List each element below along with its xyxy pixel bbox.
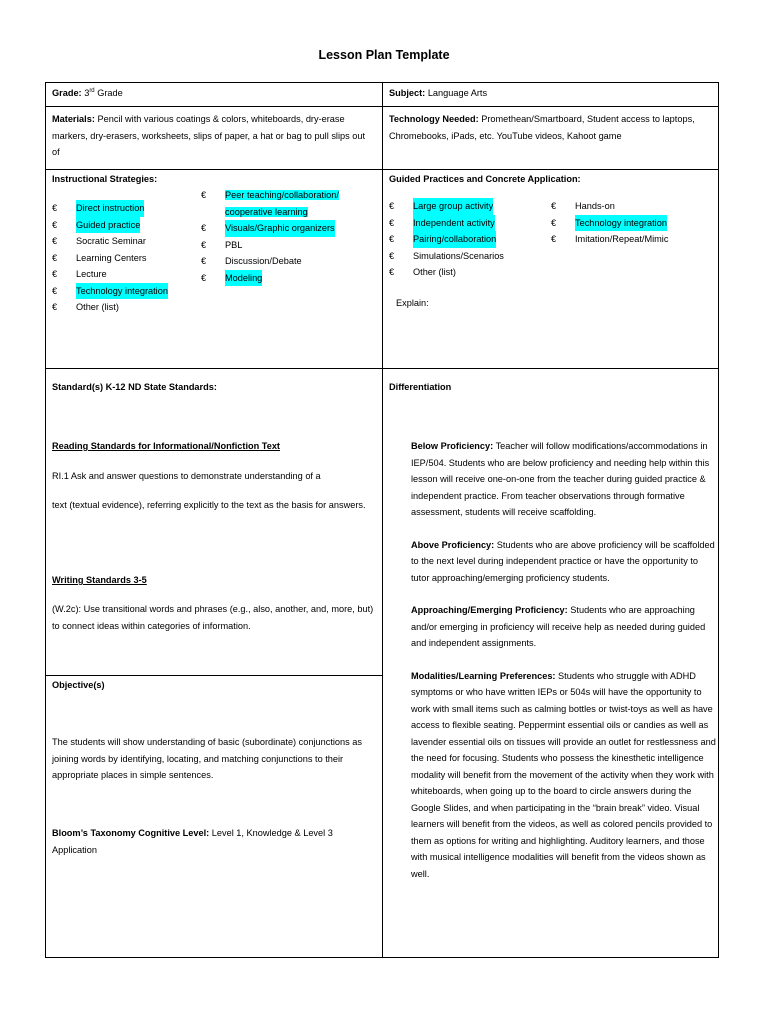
bloom-label: Bloom’s Taxonomy Cognitive Level:: [52, 828, 210, 838]
list-item: [52, 250, 202, 267]
list-item: [551, 215, 716, 232]
list-item: [201, 220, 381, 237]
grade-number: 3: [84, 88, 90, 98]
practice-other: Other (list): [413, 267, 456, 277]
bloom-value: Level 1, Knowledge & Level 3 Application: [52, 828, 333, 855]
above-proficiency-text: Students who are above proficiency will be scaffolded to the next level during independent practice or have the opportunity to tutor approaching/emerging proficiency students.: [411, 539, 715, 583]
list-item: [201, 270, 381, 287]
column-divider: [382, 83, 383, 957]
bullet-icon: €: [389, 201, 395, 211]
bullet-icon: €: [551, 217, 557, 228]
bullet-icon: €: [52, 285, 58, 296]
instructional-strategies-label: Instructional Strategies:: [52, 174, 158, 184]
ri1-line1: RI.1 Ask and answer questions to demonstrate understanding of a: [52, 471, 321, 481]
reading-standards-heading: Reading Standards for Informational/Nonfiction Text: [52, 441, 280, 451]
guided-list-1: [389, 198, 549, 281]
strategy-discussion: Discussion/Debate: [225, 256, 302, 266]
list-item: [52, 283, 202, 300]
explain-label: Explain:: [396, 298, 429, 308]
instructional-list-1: [52, 200, 202, 316]
below-proficiency-label: Below Proficiency:: [411, 441, 494, 451]
objective-label: Objective(s): [52, 680, 105, 690]
practice-hands-on: Hands-on: [575, 201, 615, 211]
materials-cell: [52, 111, 372, 161]
grade-cell: [52, 85, 377, 102]
technology-cell: [389, 111, 711, 144]
grade-suffix: rd: [89, 87, 95, 94]
strategy-peer-teaching: Peer teaching/collaboration/: [225, 190, 339, 200]
strategy-technology-integration: Technology integration: [76, 283, 168, 300]
list-item: [389, 215, 549, 232]
list-item: [52, 266, 202, 283]
approaching-proficiency-label: Approaching/Emerging Proficiency:: [411, 605, 568, 615]
approaching-proficiency-text: Students who are approaching and/or emerging in proficiency will receive help as needed during guided and independent assignments.: [411, 605, 706, 648]
writing-standards-heading: Writing Standards 3-5: [52, 575, 147, 585]
bullet-icon: €: [389, 250, 395, 261]
strategy-modeling: Modeling: [225, 270, 262, 287]
technology-value: Promethean/Smartboard, Student access to laptops, Chromebooks, iPads, etc. YouTube videos, Kahoot game: [389, 114, 695, 141]
w2c-standard: (W.2c): Use transitional words and phrases (e.g., also, another, and, more, but) to connect ideas within categories of information.: [52, 604, 374, 631]
bullet-icon: €: [201, 190, 207, 200]
bullet-icon: €: [201, 256, 207, 266]
bullet-icon: €: [52, 302, 58, 312]
strategy-cooperative-learning: cooperative learning: [225, 206, 308, 217]
subject-value: Language Arts: [427, 88, 488, 98]
guided-list-2: [551, 198, 716, 248]
bullet-icon: €: [201, 272, 207, 283]
above-proficiency: [411, 537, 716, 587]
grade-text: Grade: [94, 88, 123, 98]
document-title: Lesson Plan Template: [318, 48, 450, 62]
grade-label: Grade:: [52, 88, 82, 98]
bullet-icon: €: [52, 269, 58, 279]
materials-value: Pencil with various coatings & colors, whiteboards, dry-erase markers, dry-erasers, worksheets, slips of paper, a hat or bag to pull slips out of: [52, 114, 366, 157]
subject-cell: [389, 85, 714, 102]
bullet-icon: €: [389, 234, 395, 244]
bullet-icon: €: [52, 219, 58, 230]
list-item: [551, 198, 716, 215]
practice-technology: Technology integration: [575, 215, 667, 232]
bullet-icon: €: [201, 223, 207, 233]
practice-large-group: Large group activity: [413, 198, 493, 215]
technology-label: Technology Needed:: [389, 114, 479, 124]
differentiation-list: [411, 438, 716, 882]
list-item: [551, 231, 716, 248]
bullet-icon: €: [201, 239, 207, 250]
practice-imitation: Imitation/Repeat/Mimic: [575, 234, 669, 244]
strategy-direct-instruction: Direct instruction: [76, 200, 144, 217]
modalities-learning-preferences: [411, 668, 716, 883]
row-divider: [46, 368, 718, 369]
bullet-icon: €: [52, 252, 58, 263]
strategy-learning-centers: Learning Centers: [76, 252, 147, 263]
objective-cell: [52, 677, 377, 694]
lesson-plan-table: [45, 82, 719, 958]
materials-label: Materials:: [52, 114, 95, 124]
list-item: [389, 248, 549, 265]
above-proficiency-label: Above Proficiency:: [411, 539, 495, 550]
modalities-text: Students who struggle with ADHD symptoms or who have written IEPs or 504s will have the opportunity to work with small items such as calming bottles or twist-toys as well as have access to flexible seating. Peppermint essential oils or candies as well as lavender essential oils on tissues will provide an outlet for restlessness and the need for focusing. Students who possess the kinesthetic intelligence modality will benefit from the movement of the activity when they work with whiteboards, when going up to the board to circle answers during the Google Slides, and when participating in the “brain break” video. Visual learners will benefit from the videos, as well as colored pencils provided to them as options for writing and highlighting. Auditory learners, and those with musical intelligence modalities will benefit from the videos shown as well.: [411, 670, 716, 879]
ri1-line2: text (textual evidence), referring explicitly to the text as the basis for answers.: [52, 500, 366, 510]
list-item: [389, 264, 549, 281]
differentiation-label: Differentiation: [389, 382, 452, 392]
guided-practices-cell: [389, 171, 714, 188]
approaching-proficiency: [411, 602, 716, 652]
list-item: [52, 299, 202, 316]
strategy-pbl: PBL: [225, 239, 243, 250]
practice-simulations: Simulations/Scenarios: [413, 250, 504, 261]
objective-text: The students will show understanding of basic (subordinate) conjunctions as joining words by identifying, locating, and matching conjunctions to their appropriate places in simple sentences.: [52, 737, 362, 780]
modalities-label: Modalities/Learning Preferences:: [411, 670, 556, 681]
strategy-socratic-seminar: Socratic Seminar: [76, 236, 146, 246]
list-item: [201, 237, 381, 254]
strategy-guided-practice: Guided practice: [76, 217, 140, 234]
list-item: [389, 198, 549, 215]
below-proficiency-text: Teacher will follow modifications/accommodations in IEP/504. Students who are below proficiency and needing help within this lesson will receive one-on-one from the teacher during guided practice & independent practice. From teacher observations through formative assessment, students will receive scaffolding.: [411, 441, 710, 517]
practice-independent: Independent activity: [413, 215, 495, 232]
strategy-other: Other (list): [76, 302, 119, 312]
below-proficiency: [411, 438, 716, 521]
guided-practices-label: Guided Practices and Concrete Application:: [389, 174, 581, 184]
bullet-icon: €: [52, 203, 58, 213]
instructional-list-2: [201, 187, 381, 286]
bloom-level: [52, 825, 374, 858]
bullet-icon: €: [551, 234, 557, 244]
subject-label: Subject:: [389, 88, 426, 98]
bullet-icon: €: [389, 217, 395, 228]
list-item: [52, 217, 202, 234]
standards-cell: [52, 379, 374, 396]
differentiation-cell: [389, 379, 714, 396]
row-divider: [46, 675, 382, 676]
list-item: [201, 253, 381, 270]
list-item: [52, 200, 202, 217]
row-divider: [46, 169, 718, 170]
instructional-strategies-cell: [52, 171, 377, 188]
strategy-lecture: Lecture: [76, 269, 107, 279]
row-divider: [46, 106, 718, 107]
bullet-icon: €: [52, 236, 58, 246]
list-item: [389, 231, 549, 248]
list-item: [52, 233, 202, 250]
strategy-visuals: Visuals/Graphic organizers: [225, 220, 335, 237]
standards-label: Standard(s) K-12 ND State Standards:: [52, 382, 217, 392]
bullet-icon: €: [551, 201, 557, 211]
bullet-icon: €: [389, 267, 395, 277]
list-item: [201, 187, 381, 220]
practice-pairing: Pairing/collaboration: [413, 231, 496, 248]
